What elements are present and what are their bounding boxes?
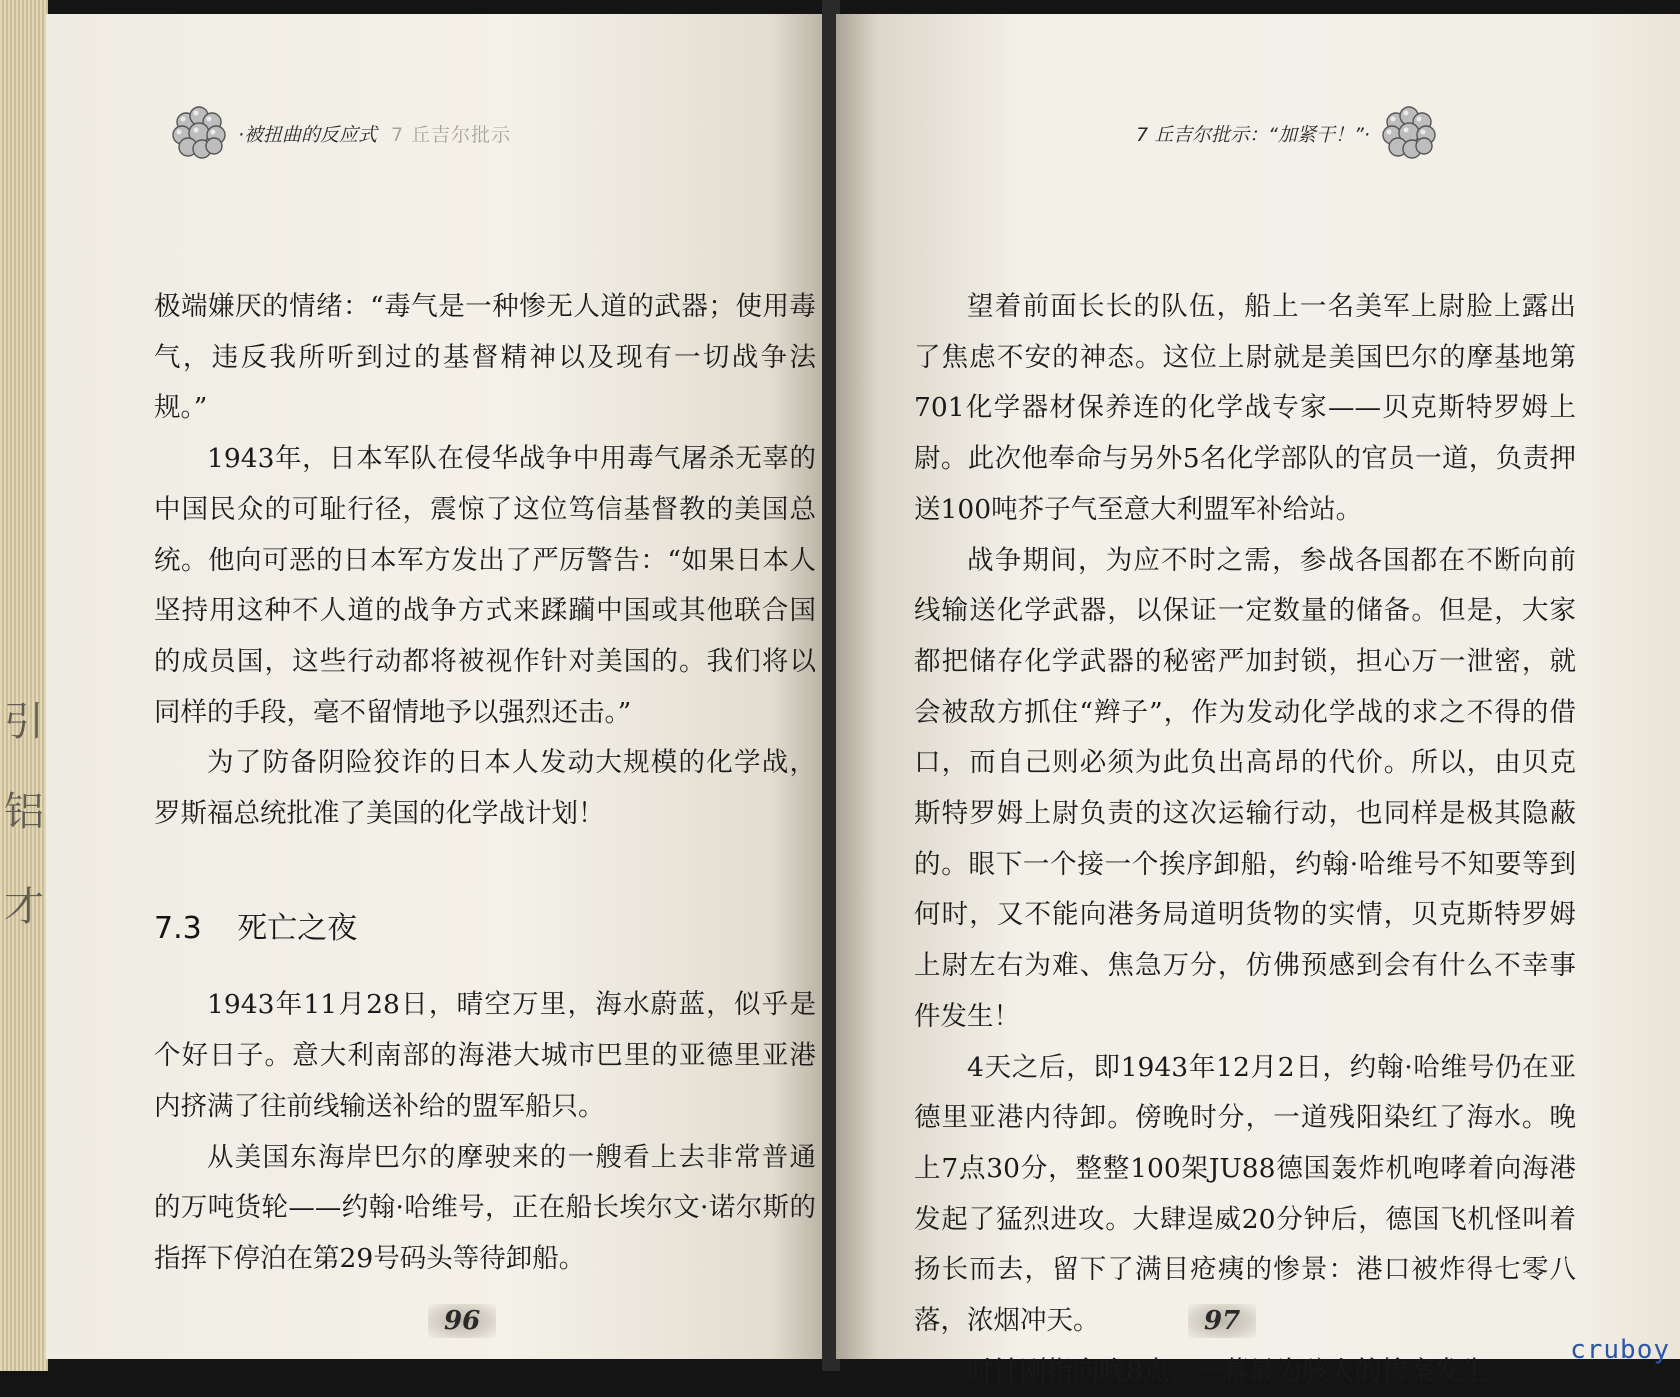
paragraph: 从美国东海岸巴尔的摩驶来的一艘看上去非常普通的万吨货轮——约翰·哈维号，正在船长埃尔文·诺尔斯的指挥下停泊在第29号码头等待卸船。 — [154, 1141, 816, 1274]
section-number: 7.3 — [154, 910, 202, 946]
left-header-bleed-through: 7 丘吉尔批示 — [391, 123, 512, 146]
section-heading — [154, 904, 816, 955]
paragraph: 战争期间，为应不时之需，参战各国都在不断向前线输送化学武器，以保证一定数量的储备。但是，大家都把储存化学武器的秘密严加封锁，担心万一泄密，就会被敌方抓住“辫子”，作为发动化学战的求之不得的借口，而自己则必须为此负出高昂的代价。所以，由贝克斯特罗姆上尉负责的这次运输行动，也同样是极其隐蔽的。眼下一个接一个挨序卸船，约翰·哈维号不知要等到何时，又不能向港务局道明货物的实情，贝克斯特罗姆上尉左右为难、焦急万分，仿佛预感到会有什么不幸事件发生！ — [914, 544, 1576, 1032]
right-page-body — [914, 282, 1576, 1397]
left-page-number: 96 — [428, 1304, 496, 1338]
atom-cluster-icon — [1378, 102, 1440, 164]
watermark: cruboy — [1570, 1335, 1670, 1365]
right-page-header — [1136, 102, 1440, 164]
paragraph: 为了防备阴险狡诈的日本人发动大规模的化学战，罗斯福总统批准了美国的化学战计划！ — [154, 747, 816, 830]
left-page-body — [154, 282, 816, 1285]
paragraph: 时针刚指向晚8点，一幕最为骇人的惨案发生 — [967, 1355, 1488, 1387]
left-header-title: ·被扭曲的反应式 — [238, 123, 378, 146]
paragraph: 极端嫌厌的情绪：“毒气是一种惨无人道的武器；使用毒气，违反我所听到过的基督精神以及现有一切战争法规。” — [154, 291, 816, 424]
right-page-number: 97 — [1188, 1304, 1256, 1338]
left-page — [46, 14, 826, 1359]
atom-cluster-icon — [168, 102, 230, 164]
paragraph: 1943年，日本军队在侵华战争中用毒气屠杀无辜的中国民众的可耻行径，震惊了这位笃信基督教的美国总统。他向可恶的日本军方发出了严厉警告：“如果日本人坚持用这种不人道的战争方式来蹂躏中国或其他联合国的成员国，这些行动都将被视作针对美国的。我们将以同样的手段，毫不留情地予以强烈还击。” — [154, 443, 816, 728]
right-page — [836, 14, 1680, 1387]
right-header-title: 7 丘吉尔批示：“加紧干！”· — [1136, 123, 1370, 146]
book-edge — [0, 0, 48, 1371]
margin-scribble-1: 引 — [4, 699, 44, 745]
margin-scribble-3: 才 — [4, 884, 44, 930]
paragraph: 4天之后，即1943年12月2日，约翰·哈维号仍在亚德里亚港内待卸。傍晚时分，一道残阳染红了海水。晚上7点30分，整整100架JU88德国轰炸机咆哮着向海港发起了猛烈进攻。大肆逞威20分钟后，德国飞机怪叫着扬长而去，留下了满目疮痍的惨景：港口被炸得七零八落，浓烟冲天。 — [914, 1051, 1576, 1337]
paragraph: 望着前面长长的队伍，船上一名美军上尉脸上露出了焦虑不安的神态。这位上尉就是美国巴尔的摩基地第701化学器材保养连的化学战专家——贝克斯特罗姆上尉。此次他奉命与另外5名化学部队的官员一道，负责押送100吨芥子气至意大利盟军补给站。 — [914, 291, 1576, 525]
paragraph: 1943年11月28日，晴空万里，海水蔚蓝，似乎是个好日子。意大利南部的海港大城市巴里的亚德里亚港内挤满了往前线输送补给的盟军船只。 — [154, 989, 816, 1122]
margin-scribble-2: 铝 — [4, 789, 44, 835]
left-page-header — [168, 102, 511, 164]
section-title: 死亡之夜 — [237, 910, 358, 946]
